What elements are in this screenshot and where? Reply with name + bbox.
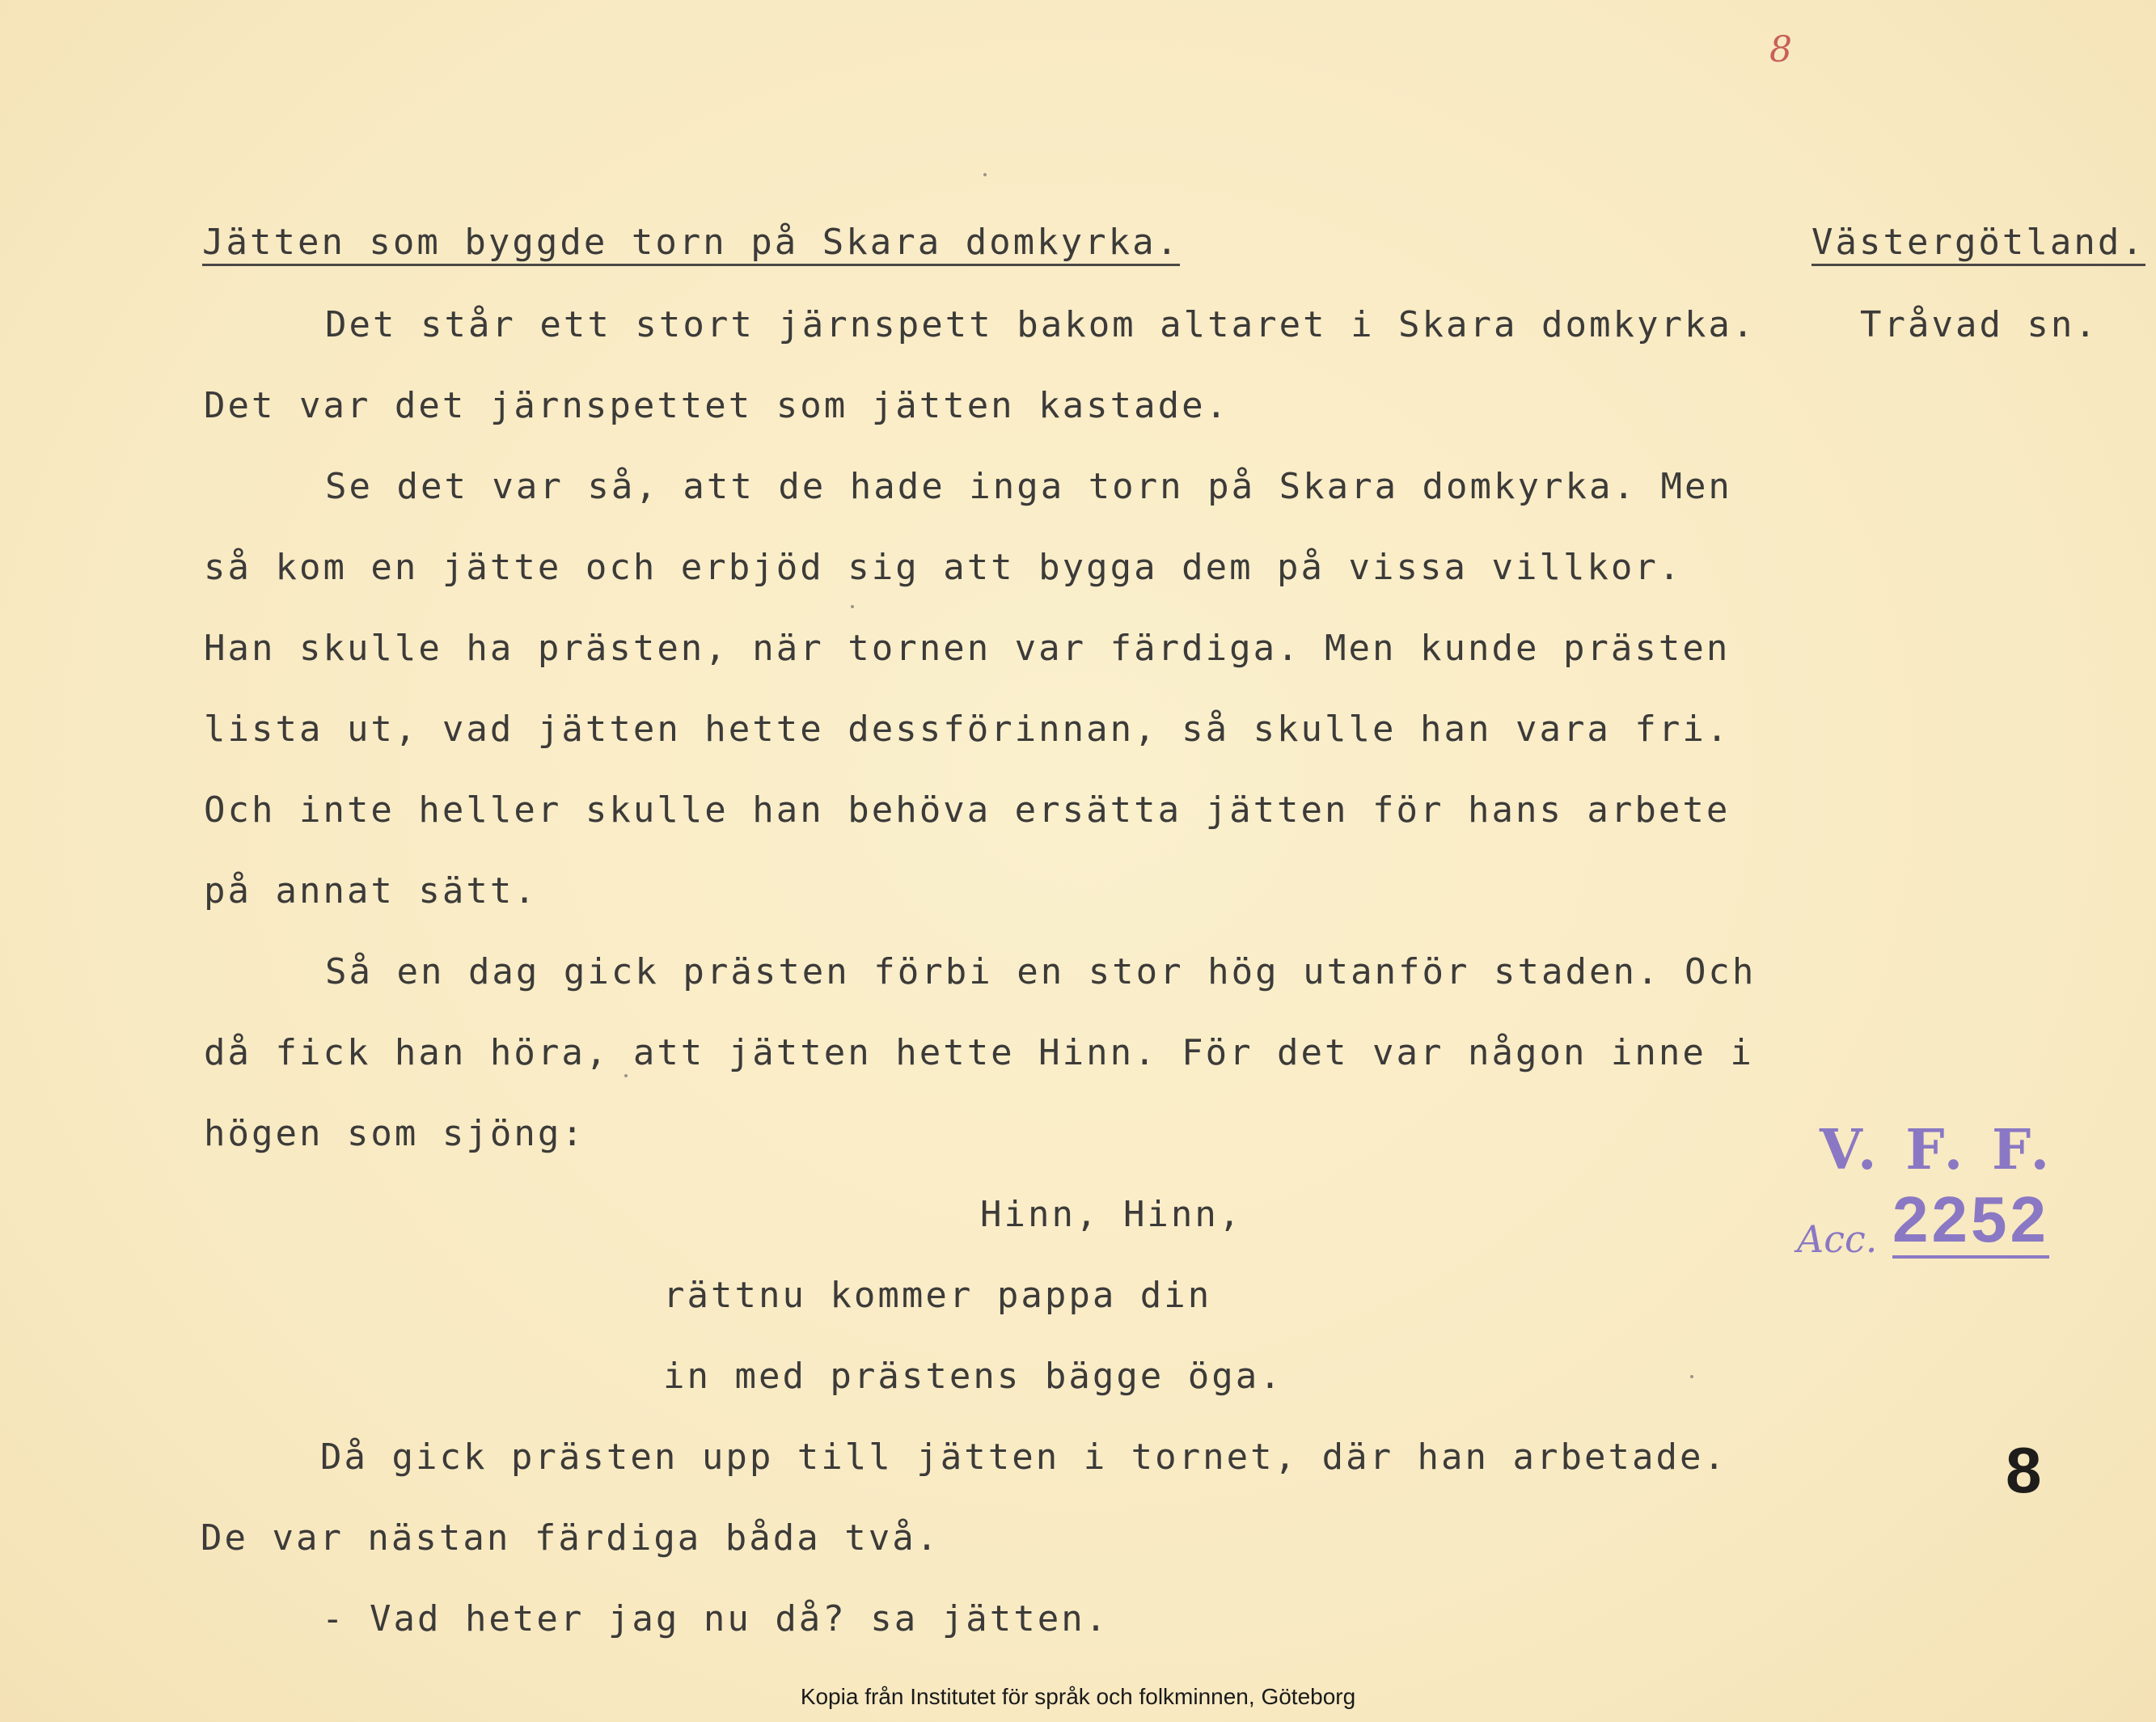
body-line: högen som sjöng: xyxy=(204,1113,586,1154)
body-line: - Vad heter jag nu då? sa jätten. xyxy=(322,1598,1110,1639)
body-line: Han skulle ha prästen, när tornen var färdiga. Men kunde prästen xyxy=(204,628,1731,669)
paper-speck xyxy=(624,1074,628,1077)
body-line: Då gick prästen upp till jätten i tornet, där han arbetade. xyxy=(320,1436,1727,1478)
verse-line: rättnu kommer pappa din xyxy=(663,1275,1212,1316)
parish-label: Tråvad sn. xyxy=(1860,304,2099,345)
accession-label: Acc. xyxy=(1797,1217,1878,1261)
body-line: lista ut, vad jätten hette dessförinnan, så skulle han vara fri. xyxy=(204,709,1731,750)
body-line: så kom en jätte och erbjöd sig att bygga dem på vissa villkor. xyxy=(204,547,1683,588)
page-number: 8 xyxy=(2006,1434,2042,1506)
page-marker: 8 xyxy=(1769,29,1792,70)
paper-speck xyxy=(1690,1375,1693,1378)
paper-speck xyxy=(851,605,854,608)
body-line: De var nästan färdiga båda två. xyxy=(201,1517,941,1559)
body-line: Så en dag gick prästen förbi en stor hög utanför staden. Och xyxy=(325,951,1757,992)
archive-stamp: V. F. F. xyxy=(1820,1118,2055,1183)
body-line: Det var det järnspettet som jätten kastade. xyxy=(204,385,1230,426)
body-line: då fick han höra, att jätten hette Hinn. För det var någon inne i xyxy=(204,1032,1754,1073)
body-line: Och inte heller skulle han behöva ersätta jätten för hans arbete xyxy=(204,789,1731,831)
paper-speck xyxy=(983,173,987,176)
accession-number: 2252 xyxy=(1892,1187,2049,1259)
body-line: Se det var så, att de hade inga torn på Skara domkyrka. Men xyxy=(325,466,1732,507)
body-line: Det står ett stort järnspett bakom altaret i Skara domkyrka. xyxy=(325,304,1757,345)
body-line: på annat sätt. xyxy=(204,870,538,912)
document-title: Jätten som byggde torn på Skara domkyrka. xyxy=(202,225,1180,266)
region-label: Västergötland. xyxy=(1811,225,2145,266)
verse-line: Hinn, Hinn, xyxy=(980,1194,1243,1235)
verse-line: in med prästens bägge öga. xyxy=(663,1356,1283,1397)
footer-credit: Kopia från Institutet för språk och folkminnen, Göteborg xyxy=(800,1684,1356,1709)
